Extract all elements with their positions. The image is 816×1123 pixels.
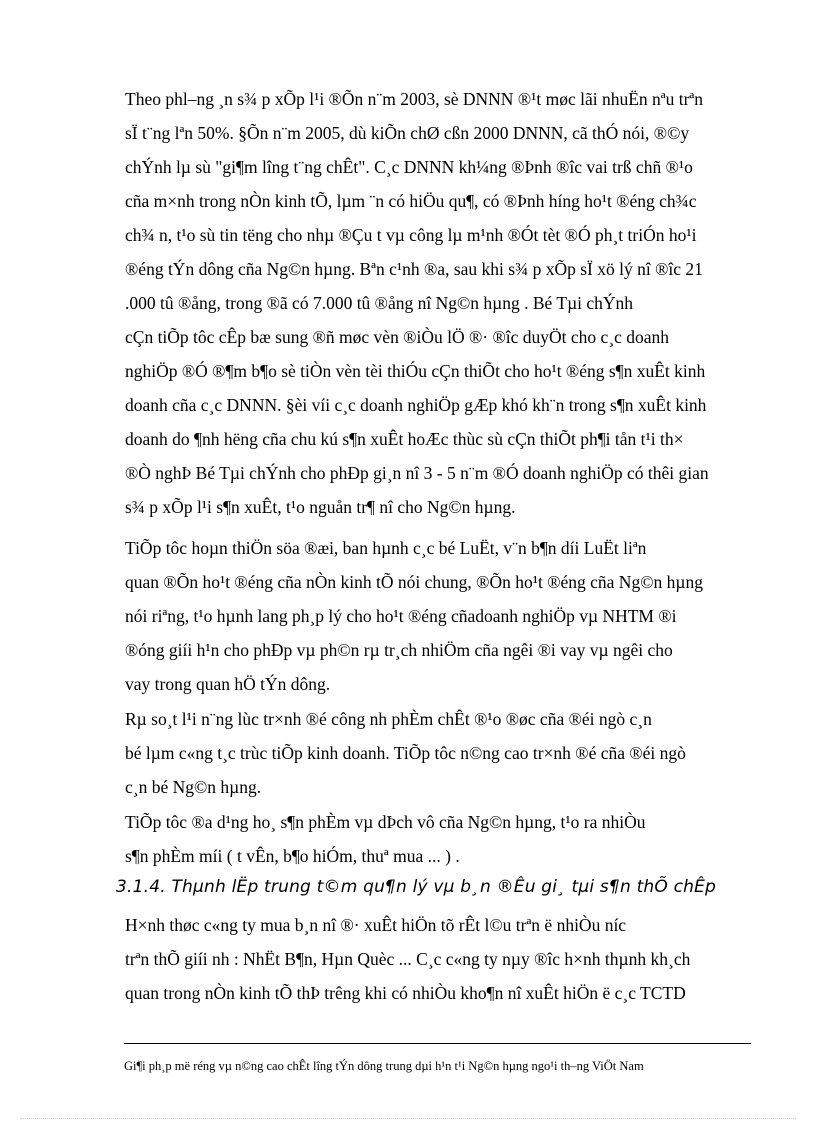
text-line: vay trong quan hÖ tÝn dông. bbox=[125, 674, 331, 694]
text-line: c¸n bé Ng©n hµng. bbox=[125, 777, 262, 797]
text-line: trªn thÕ giíi nh : NhËt B¶n, Hµn Quèc ... C¸c c«ng ty nµy ®îc h×nh thµnh kh¸ch bbox=[125, 949, 691, 969]
text-line: TiÕp tôc hoµn thiÖn söa ®æi, ban hµnh c¸c bé LuËt, v¨n b¶n díi LuËt liªn bbox=[125, 538, 647, 558]
section-heading: 3.1.4. Thµnh lËp trung t©m qu¶n lý vµ b¸n ®Êu gi¸ tµi s¶n thÕ chÊp bbox=[116, 877, 717, 897]
text-line: chÝnh lµ sù "gi¶m lîng t¨ng chÊt". C¸c DNNN kh¼ng ®Þnh ®îc vai trß chñ ®¹o bbox=[125, 157, 693, 177]
text-line: s¾ p xÕp l¹i s¶n xuÊt, t¹o nguån tr¶ nî cho Ng©n hµng. bbox=[125, 497, 516, 517]
text-line: nói riªng, t¹o hµnh lang ph¸p lý cho ho¹t ®éng cñadoanh nghiÖp vµ NHTM ®i bbox=[125, 606, 677, 626]
text-line: cÇn tiÕp tôc cÊp bæ sung ®ñ møc vèn ®iÒu lÖ ®· ®îc duyÖt cho c¸c doanh bbox=[125, 327, 670, 347]
text-line: quan trong nÒn kinh tÕ thÞ trêng khi có nhiÒu kho¶n nî xuÊt hiÖn ë c¸c TCTD bbox=[125, 983, 686, 1003]
text-line: ®óng giíi h¹n cho phÐp vµ ph©n rµ tr¸ch nhiÖm cña ngêi ®i vay vµ ngêi cho bbox=[125, 640, 673, 660]
text-line: sÏ t¨ng lªn 50%. §Õn n¨m 2005, dù kiÕn chØ cßn 2000 DNNN, cã thÓ nói, ®©y bbox=[125, 123, 690, 143]
body-paragraph-2 bbox=[125, 531, 750, 701]
text-line: doanh do ¶nh hëng cña chu kú s¶n xuÊt hoÆc thùc sù cÇn thiÕt ph¶i tån t¹i th× bbox=[125, 429, 684, 449]
page-footer: Gi¶i ph¸p më réng vµ n©ng cao chÊt lîng tÝn dông trung dµi h¹n t¹i Ng©n hµng ngo¹i th–ng ViÖt Nam bbox=[124, 1059, 644, 1073]
text-line: quan ®Õn ho¹t ®éng cña nÒn kinh tÕ nói chung, ®Õn ho¹t ®éng cña Ng©n hµng bbox=[125, 572, 703, 592]
text-line: .000 tû ®ång, trong ®ã có 7.000 tû ®ång nî Ng©n hµng . Bé Tµi chÝnh bbox=[125, 293, 634, 313]
text-line: Theo phl–ng ¸n s¾ p xÕp l¹i ®Õn n¨m 2003, sè DNNN ®¹t møc lãi nhuËn nªu trªn bbox=[125, 89, 704, 109]
text-line: doanh cña c¸c DNNN. §èi víi c¸c doanh nghiÖp gÆp khó kh¨n trong s¶n xuÊt kinh bbox=[125, 395, 707, 415]
body-paragraph-3 bbox=[125, 702, 750, 804]
text-line: nghiÖp ®Ó ®¶m b¶o sè tiÒn vèn tèi thiÓu cÇn thiÕt cho ho¹t ®éng s¶n xuÊt kinh bbox=[125, 361, 706, 381]
body-paragraph-4 bbox=[125, 805, 750, 873]
footer-divider bbox=[124, 1043, 751, 1044]
text-line: s¶n phÈm míi ( t vÊn, b¶o hiÓm, thuª mua ... ) . bbox=[125, 846, 460, 866]
body-paragraph-1 bbox=[125, 82, 750, 524]
text-line: cña m×nh trong nÒn kinh tÕ, lµm ¨n có hiÖu qu¶, có ®Þnh híng ho¹t ®éng ch¾c bbox=[125, 191, 697, 211]
page-edge-divider bbox=[20, 1118, 796, 1119]
text-line: H×nh thøc c«ng ty mua b¸n nî ®· xuÊt hiÖn tõ rÊt l©u trªn ë nhiÒu níc bbox=[125, 915, 627, 935]
text-line: ®Ò nghÞ Bé Tµi chÝnh cho phÐp gi¸n nî 3 - 5 n¨m ®Ó doanh nghiÖp có thêi gian bbox=[125, 463, 709, 483]
text-line: Rµ so¸t l¹i n¨ng lùc tr×nh ®é công nh phÈm chÊt ®¹o ®øc cña ®éi ngò c¸n bbox=[125, 709, 652, 729]
text-line: bé lµm c«ng t¸c trùc tiÕp kinh doanh. TiÕp tôc n©ng cao tr×nh ®é cña ®éi ngò bbox=[125, 743, 686, 763]
text-line: ®éng tÝn dông cña Ng©n hµng. Bªn c¹nh ®a, sau khi s¾ p xÕp sÏ xö lý nî ®îc 21 bbox=[125, 259, 703, 279]
text-line: TiÕp tôc ®a d¹ng ho¸ s¶n phÈm vµ dÞch vô cña Ng©n hµng, t¹o ra nhiÒu bbox=[125, 812, 646, 832]
text-line: ch¾ n, t¹o sù tin tëng cho nhµ ®Çu t vµ công lµ m¹nh ®Ót tèt ®Ó ph¸t triÓn ho¹i bbox=[125, 225, 697, 245]
body-paragraph-5 bbox=[125, 908, 750, 1010]
